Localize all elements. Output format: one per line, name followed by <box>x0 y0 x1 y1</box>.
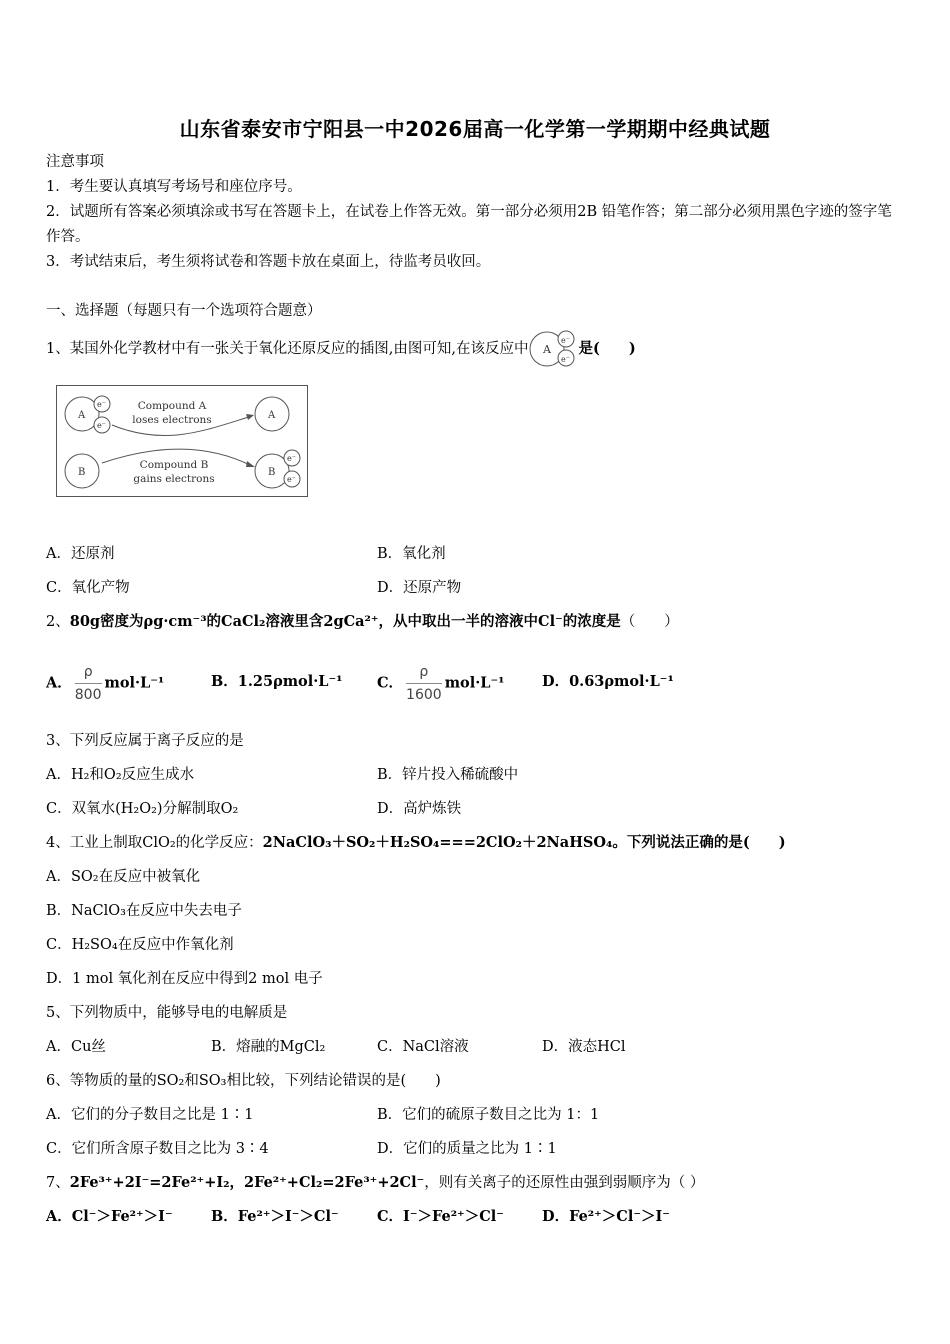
diagram-label-a: A <box>78 410 86 421</box>
q1-option-a[interactable]: A．还原剂 <box>46 546 115 562</box>
q4-option-c[interactable]: C．H₂SO₄在反应中作氧化剂 <box>46 937 234 953</box>
q1-option-b[interactable]: B．氧化剂 <box>377 546 446 562</box>
redox-diagram <box>56 385 308 497</box>
question-7-number: 7、 <box>46 1175 70 1191</box>
q4-option-d[interactable]: D．1 mol 氧化剂在反应中得到2 mol 电子 <box>46 971 323 987</box>
q2-option-b[interactable]: B．1.25ρmol·L⁻¹ <box>211 673 343 690</box>
electron-label: e⁻ <box>97 400 106 409</box>
question-6-stem: 6、等物质的量的SO₂和SO₃相比较，下列结论错误的是( ) <box>46 1073 441 1089</box>
q6-option-b[interactable]: B．它们的硫原子数目之比为 1：1 <box>377 1107 600 1123</box>
q6-option-c[interactable]: C．它们所含原子数目之比为 3∶4 <box>46 1141 269 1157</box>
fraction <box>406 662 442 705</box>
q6-option-d[interactable]: D．它们的质量之比为 1∶1 <box>377 1141 557 1157</box>
question-2 <box>46 612 679 632</box>
question-5-stem: 5、下列物质中，能够导电的电解质是 <box>46 1005 288 1021</box>
notice-item-3: 3．考试结束后，考生须将试卷和答题卡放在桌面上，待监考员收回。 <box>46 254 491 270</box>
q4-option-b[interactable]: B．NaClO₃在反应中失去电子 <box>46 903 242 919</box>
q7-option-d[interactable]: D．Fe²⁺＞Cl⁻＞I⁻ <box>542 1208 670 1225</box>
q1-option-d[interactable]: D．还原产物 <box>377 580 462 596</box>
q2-option-c-label: C． <box>377 674 404 692</box>
q2-option-a-unit: mol·L⁻¹ <box>104 674 165 692</box>
question-4-equation: 2NaClO₃＋SO₂＋H₂SO₄===2ClO₂＋2NaHSO₄ <box>262 834 613 851</box>
q6-option-a[interactable]: A．它们的分子数目之比是 1∶1 <box>46 1107 254 1123</box>
q2-option-a[interactable] <box>46 662 164 705</box>
q3-option-c[interactable]: C．双氧水(H₂O₂)分解制取O₂ <box>46 801 239 817</box>
electron-label: e⁻ <box>97 421 106 430</box>
question-1-suffix: 是( ) <box>578 340 636 357</box>
question-4-number: 4、 <box>46 835 70 851</box>
q5-option-c[interactable]: C．NaCl溶液 <box>377 1039 469 1055</box>
diagram-label-a: A <box>268 410 276 421</box>
question-7 <box>46 1173 704 1193</box>
q5-option-b[interactable]: B．熔融的MgCl₂ <box>211 1039 326 1055</box>
electron-label: e⁻ <box>287 454 296 463</box>
caption-b-line1: Compound B <box>139 459 209 471</box>
question-1-stem: 1、某国外化学教材中有一张关于氧化还原反应的插图,由图可知,在该反应中 <box>46 341 529 357</box>
fraction-denominator: 1600 <box>406 687 442 703</box>
atom-a-label: A <box>543 343 552 356</box>
diagram-label-b: B <box>78 467 86 478</box>
question-4 <box>46 833 786 853</box>
q5-option-d[interactable]: D．液态HCl <box>542 1039 626 1055</box>
fraction-numerator: ρ <box>406 662 442 684</box>
q1-option-c[interactable]: C．氧化产物 <box>46 580 130 596</box>
q7-option-c[interactable]: C．I⁻＞Fe²⁺＞Cl⁻ <box>377 1208 504 1225</box>
caption-a-line1: Compound A <box>137 400 207 412</box>
fraction <box>75 662 102 705</box>
question-7-tail: ，则有关离子的还原性由强到弱顺序为（ ） <box>424 1175 705 1191</box>
q2-option-a-label: A． <box>46 674 72 692</box>
caption-b-line2: gains electrons <box>133 473 215 485</box>
atom-a-with-electrons-icon <box>528 330 578 368</box>
q3-option-d[interactable]: D．高炉炼铁 <box>377 801 462 817</box>
fraction-numerator: ρ <box>75 662 102 684</box>
q2-option-c[interactable] <box>377 662 504 705</box>
q3-option-a[interactable]: A．H₂和O₂反应生成水 <box>46 767 195 783</box>
q7-option-b[interactable]: B．Fe²⁺＞I⁻＞Cl⁻ <box>211 1208 339 1225</box>
diagram-label-b: B <box>268 467 276 478</box>
page-title: 山东省泰安市宁阳县一中2026届高一化学第一学期期中经典试题 <box>179 117 771 141</box>
section-heading: 一、选择题（每题只有一个选项符合题意） <box>46 303 322 319</box>
question-7-equation: 2Fe³⁺+2I⁻=2Fe²⁺+I₂，2Fe²⁺+Cl₂=2Fe³⁺+2Cl⁻ <box>69 1174 425 1191</box>
question-1 <box>46 330 636 368</box>
question-4-stem: 工业上制取ClO₂的化学反应： <box>69 835 263 851</box>
notice-item-2: 2．试题所有答案必须填涂或书写在答题卡上，在试卷上作答无效。第一部分必须用2B 铅笔作答；第二部分必须用黑色字迹的签字笔作答。 <box>46 204 892 245</box>
q7-option-a[interactable]: A．Cl⁻＞Fe²⁺＞I⁻ <box>46 1208 173 1225</box>
fraction-denominator: 800 <box>74 687 102 703</box>
electron-label: e⁻ <box>287 475 296 484</box>
q2-option-c-unit: mol·L⁻¹ <box>444 674 505 692</box>
q2-option-d[interactable]: D．0.63ρmol·L⁻¹ <box>542 673 674 690</box>
q3-option-b[interactable]: B．锌片投入稀硫酸中 <box>377 767 519 783</box>
electron-label: e⁻ <box>561 355 571 364</box>
notice-heading: 注意事项 <box>46 154 104 170</box>
electron-label: e⁻ <box>561 336 571 345</box>
q4-option-a[interactable]: A．SO₂在反应中被氧化 <box>46 869 201 885</box>
question-2-number: 2、 <box>46 614 70 630</box>
notice-item-1: 1．考生要认真填写考场号和座位序号。 <box>46 179 302 195</box>
question-2-stem: 80g密度为ρg·cm⁻³的CaCl₂溶液里含2gCa²⁺，从中取出一半的溶液中Cl⁻的浓度是 <box>69 613 621 630</box>
q5-option-a[interactable]: A．Cu丝 <box>46 1039 106 1055</box>
question-2-paren: （ ） <box>620 614 679 630</box>
question-3-stem: 3、下列反应属于离子反应的是 <box>46 733 244 749</box>
caption-a-line2: loses electrons <box>132 414 212 426</box>
question-4-tail: 。下列说法正确的是( ) <box>612 834 786 851</box>
